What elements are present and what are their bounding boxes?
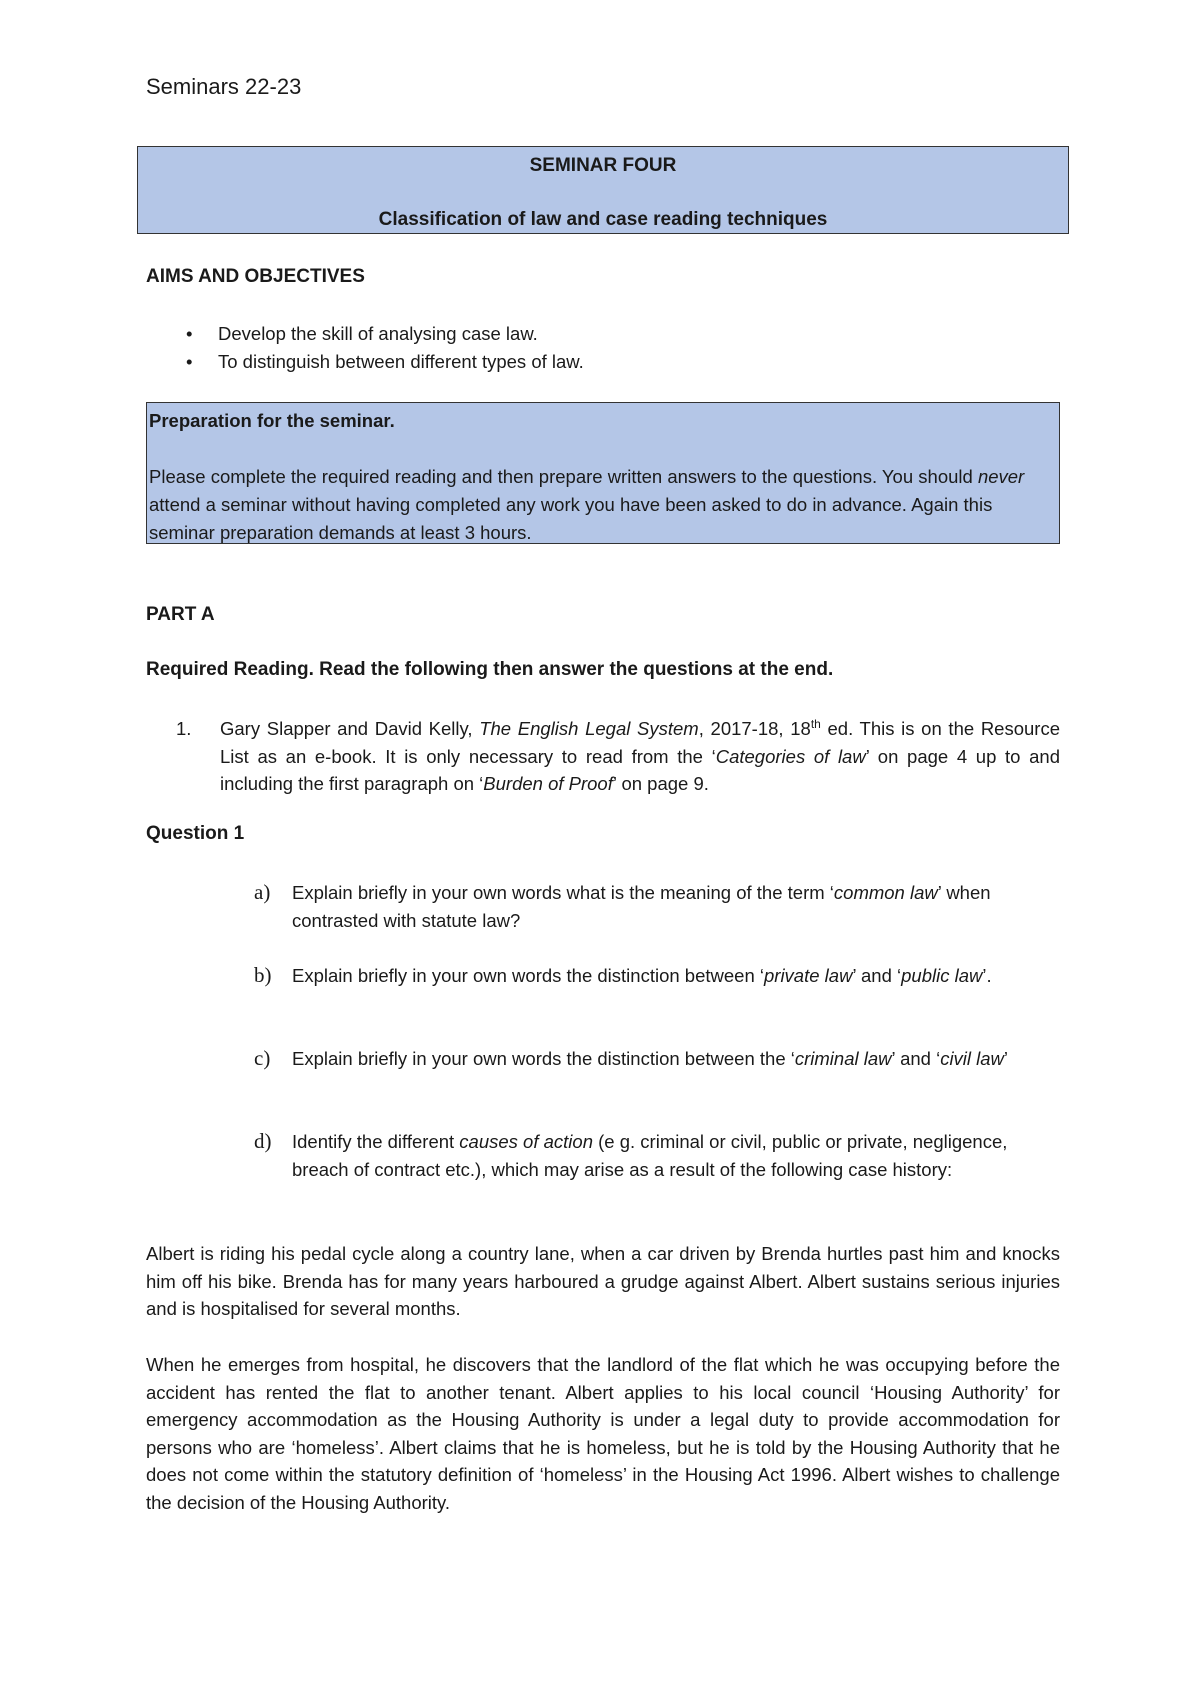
part-a-heading: PART A — [146, 604, 215, 625]
question-item — [254, 1045, 1054, 1073]
reading-part: ed. This is on the Resource List as an e-book. It is only necessary to read from the ‘ — [220, 718, 1060, 767]
question-1-heading: Question 1 — [146, 823, 245, 844]
preparation-box — [146, 402, 1060, 544]
prep-text: Please complete the required reading and then prepare written answers to the questions. You should — [149, 466, 978, 487]
q-part: ’. — [982, 965, 992, 986]
bullet-icon: • — [186, 323, 193, 344]
question-letter: b) — [254, 963, 272, 987]
q-part: ’ — [1003, 1048, 1009, 1069]
reading-list-item — [176, 715, 1060, 798]
question-item — [254, 962, 1054, 990]
aim-text: Develop the skill of analysing case law. — [218, 323, 538, 344]
question-item — [254, 879, 1054, 934]
seminar-title-box — [137, 146, 1069, 234]
list-item — [186, 348, 584, 376]
chapter-ref: Categories of law — [715, 745, 866, 767]
question-text — [292, 879, 1054, 934]
q-emphasis: common law — [833, 882, 938, 903]
reading-part: ’ on page 4 up to and including the first paragraph on ‘ — [220, 745, 1061, 794]
edition-superscript: th — [810, 716, 821, 731]
q-part: Explain briefly in your own words the distinction between the ‘ — [292, 1048, 795, 1069]
reading-text — [220, 715, 1060, 798]
q-part: ’ when contrasted with statute law? — [292, 882, 991, 931]
case-history-paragraph: When he emerges from hospital, he discovers that the landlord of the flat which he was occupying before the accident has rented the flat to another tenant. Albert applies to his local council ‘Housing Authority’ for emergency accommodation as the Housing Authority is under a legal duty to provide accommodation for persons who are ‘homeless’. Albert claims that he is homeless, but he is told by the Housing Authority that he does not come within the statutory definition of ‘homeless’ in the Housing Act 1996. Albert wishes to challenge the decision of the Housing Authority. — [146, 1354, 1060, 1513]
q-part: ’ and ‘ — [852, 965, 902, 986]
question-text — [292, 1045, 1054, 1073]
question-text — [292, 1128, 1054, 1183]
seminar-title: SEMINAR FOUR — [529, 155, 677, 176]
question-text — [292, 962, 1054, 990]
aims-list — [186, 320, 584, 376]
q-emphasis: private law — [764, 965, 853, 986]
q-emphasis: public law — [901, 965, 983, 986]
q-part: Explain briefly in your own words the distinction between ‘ — [292, 965, 764, 986]
q-emphasis: causes of action — [459, 1131, 593, 1152]
bullet-icon: • — [186, 351, 193, 372]
preparation-title: Preparation for the seminar. — [149, 410, 395, 431]
question-letter: a) — [254, 880, 271, 904]
question-letter: d) — [254, 1129, 272, 1153]
book-title: The English Legal System — [479, 718, 699, 739]
reading-part: ’ on page 9. — [612, 773, 709, 794]
q-emphasis: criminal law — [794, 1048, 892, 1069]
page-header: Seminars 22-23 — [146, 74, 302, 99]
seminar-subtitle: Classification of law and case reading techniques — [378, 209, 828, 230]
list-item — [186, 320, 584, 348]
q-part: ’ and ‘ — [891, 1048, 941, 1069]
q-part: (e g. criminal or civil, public or private, negligence, breach of contract etc.), which may arise as a result of the following case history: — [292, 1131, 1008, 1180]
chapter-ref: Burden of Proof — [483, 773, 613, 794]
reading-part: , 2017-18, 18 — [698, 718, 811, 739]
question-item — [254, 1128, 1054, 1183]
reading-part: Gary Slapper and David Kelly, — [220, 718, 480, 739]
q-part: Identify the different — [292, 1131, 460, 1152]
q-emphasis: civil law — [940, 1048, 1004, 1069]
question-letter: c) — [254, 1046, 271, 1070]
preparation-body — [149, 463, 1059, 547]
reading-number: 1. — [176, 718, 192, 739]
prep-emphasis: never — [977, 466, 1025, 487]
case-history-paragraph: Albert is riding his pedal cycle along a country lane, when a car driven by Brenda hurtles past him and knocks him off his bike. Brenda has for many years harboured a grudge against Albert. Albert sustains serious injuries and is hospitalised for several months. — [146, 1243, 1060, 1319]
aims-heading: AIMS AND OBJECTIVES — [146, 266, 365, 287]
required-reading-heading: Required Reading. Read the following then answer the questions at the end. — [146, 659, 834, 680]
aim-text: To distinguish between different types of law. — [218, 351, 584, 372]
prep-text: attend a seminar without having completed any work you have been asked to do in advance. Again this seminar preparation demands at least 3 hours. — [149, 494, 993, 543]
q-part: Explain briefly in your own words what is the meaning of the term ‘ — [292, 882, 834, 903]
